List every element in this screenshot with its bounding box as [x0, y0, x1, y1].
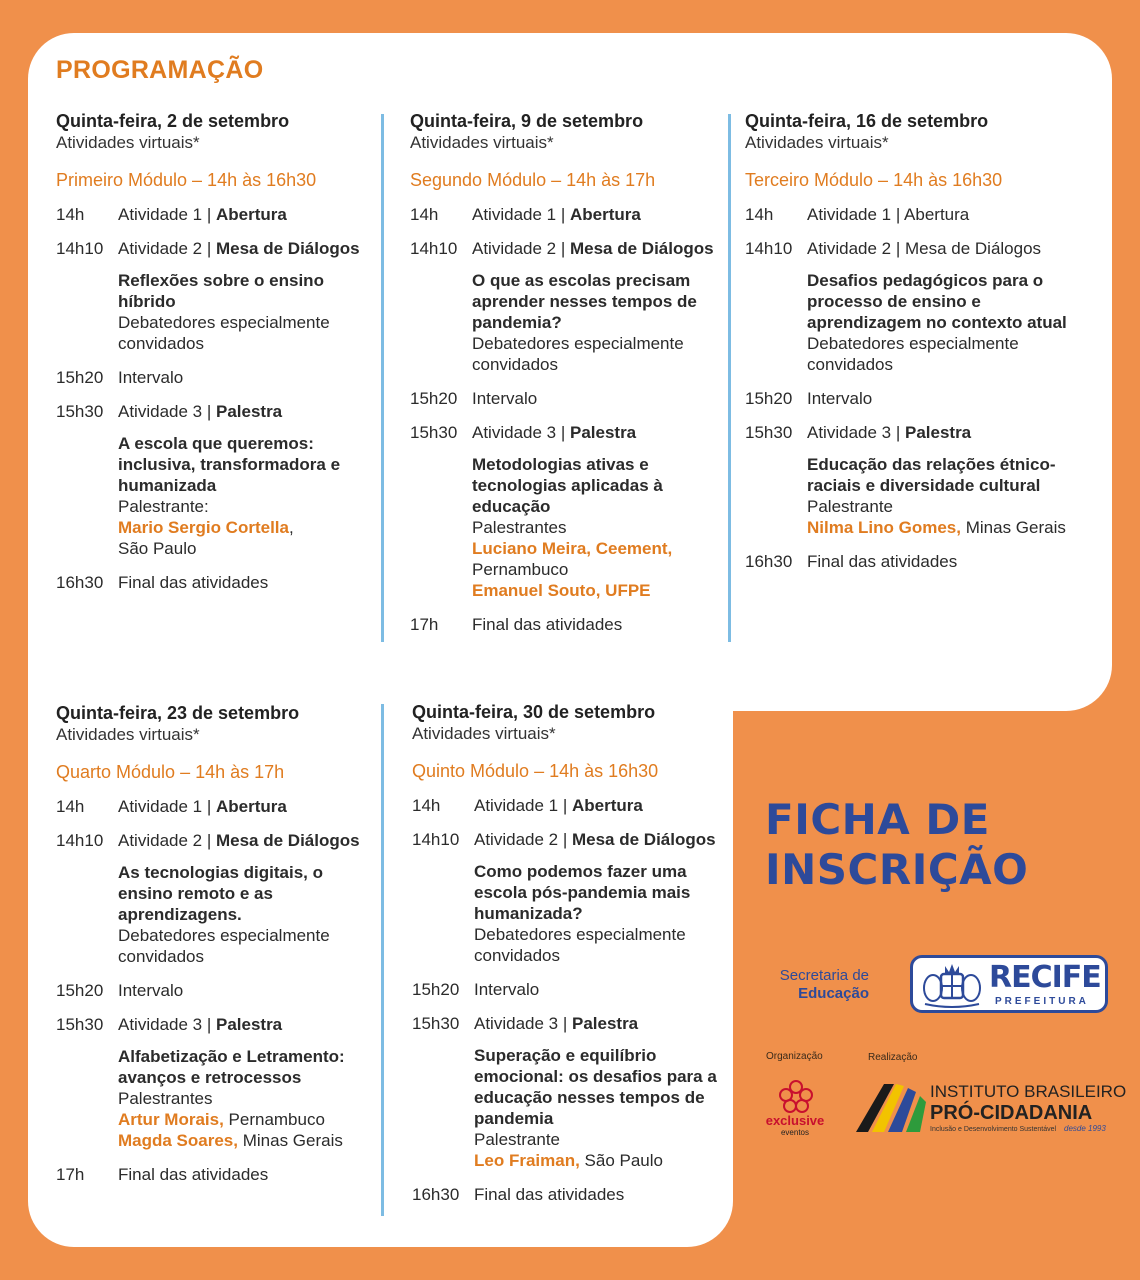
- schedule-row: [412, 1184, 722, 1205]
- speaker-place: Minas Gerais: [965, 518, 1066, 537]
- row-time: 15h30: [56, 402, 104, 421]
- row-activity: Atividade 1 | Abertura: [472, 205, 641, 224]
- session-topic: Reflexões sobre o ensino híbrido: [118, 271, 324, 311]
- day-subtitle: Atividades virtuais*: [412, 724, 556, 743]
- row-time: 15h20: [410, 389, 458, 408]
- schedule-day-1: [56, 110, 374, 606]
- row-activity: Atividade 1 | Abertura: [118, 797, 287, 816]
- column-divider: [381, 114, 384, 642]
- day-subtitle: Atividades virtuais*: [410, 133, 554, 152]
- organizacao-label: Organização: [766, 1051, 823, 1062]
- row-time: 15h20: [56, 368, 104, 387]
- row-time: 15h30: [745, 423, 793, 442]
- row-activity: Atividade 1 | Abertura: [807, 205, 970, 224]
- speaker-place: Pernambuco: [228, 1110, 325, 1129]
- row-time: 16h30: [412, 1185, 460, 1204]
- session-topic: A escola que queremos: inclusiva, transformadora e humanizada: [118, 434, 341, 495]
- row-time: 16h30: [745, 552, 793, 571]
- schedule-row: [56, 830, 374, 851]
- schedule-row: [56, 796, 374, 817]
- row-activity: Final das atividades: [474, 1185, 625, 1204]
- row-time: 17h: [56, 1165, 85, 1184]
- session-guests: Debatedores especialmente convidados: [118, 313, 330, 353]
- row-time: 14h10: [410, 239, 458, 258]
- row-activity: Atividade 1 | Abertura: [474, 796, 643, 815]
- row-time: 14h10: [56, 831, 104, 850]
- ibpc-profile-icon: [854, 1078, 930, 1134]
- schedule-row: [56, 204, 374, 225]
- session-detail: [472, 454, 722, 601]
- row-activity: Atividade 2 | Mesa de Diálogos: [472, 239, 714, 258]
- speaker-place: São Paulo: [584, 1151, 663, 1170]
- speaker-label: Palestrante: [474, 1130, 560, 1149]
- session-topic: Educação das relações étnico-raciais e diversidade cultural: [807, 455, 1056, 495]
- row-time: 16h30: [56, 573, 104, 592]
- day-subtitle: Atividades virtuais*: [56, 133, 200, 152]
- schedule-row: [410, 422, 722, 443]
- speaker-line: [118, 1130, 374, 1151]
- session-detail: [474, 1045, 722, 1171]
- speaker-place: São Paulo: [118, 539, 197, 558]
- speaker-line: [118, 1109, 374, 1130]
- session-topic: Desafios pedagógicos para o processo de ensino e aprendizagem no contexto atual: [807, 271, 1067, 332]
- day-date: Quinta-feira, 16 de setembro: [745, 111, 989, 131]
- speaker-name: Artur Morais,: [118, 1110, 224, 1129]
- day-date: Quinta-feira, 30 de setembro: [412, 702, 656, 722]
- speaker-label: Palestrantes: [472, 518, 567, 537]
- row-time: 15h30: [412, 1014, 460, 1033]
- exclusive-eventos-logo: exclusive eventos: [765, 1113, 825, 1137]
- row-time: 15h20: [745, 389, 793, 408]
- speaker-name: Magda Soares,: [118, 1131, 238, 1150]
- session-detail: [807, 270, 1085, 375]
- session-topic: Como podemos fazer uma escola pós-pandemia mais humanizada?: [474, 862, 691, 923]
- schedule-row: [410, 238, 722, 259]
- row-time: 14h10: [56, 239, 104, 258]
- session-guests: Debatedores especialmente convidados: [472, 334, 684, 374]
- row-time: 17h: [410, 615, 439, 634]
- row-time: 14h: [410, 205, 439, 224]
- schedule-row: [56, 1164, 374, 1185]
- speaker-line: [474, 1150, 722, 1171]
- speaker-line: [807, 517, 1085, 538]
- schedule-row: [410, 204, 722, 225]
- row-time: 14h: [56, 797, 85, 816]
- row-time: 15h20: [412, 980, 460, 999]
- coat-of-arms-icon: [919, 960, 985, 1008]
- schedule-row: [745, 551, 1085, 572]
- row-activity: Intervalo: [472, 389, 538, 408]
- session-detail: [118, 1046, 374, 1151]
- row-activity: Final das atividades: [118, 1165, 269, 1184]
- row-activity: Atividade 3 | Palestra: [807, 423, 972, 442]
- column-divider: [381, 704, 384, 1216]
- row-activity: Atividade 3 | Palestra: [472, 423, 637, 442]
- row-activity: Atividade 3 | Palestra: [118, 402, 283, 421]
- session-detail: [474, 861, 722, 966]
- row-time: 15h30: [56, 1015, 104, 1034]
- schedule-day-2: [410, 110, 722, 648]
- session-topic: Metodologias ativas e tecnologias aplicadas à educação: [472, 455, 663, 516]
- row-time: 14h: [412, 796, 441, 815]
- speaker-place: Pernambuco: [472, 560, 569, 579]
- module-title: Quarto Módulo – 14h às 17h: [56, 762, 285, 782]
- row-activity: Final das atividades: [472, 615, 623, 634]
- schedule-row: [56, 238, 374, 259]
- schedule-row: [56, 572, 374, 593]
- row-activity: Final das atividades: [118, 573, 269, 592]
- row-time: 14h10: [412, 830, 460, 849]
- day-subtitle: Atividades virtuais*: [56, 725, 200, 744]
- schedule-row: [412, 979, 722, 1000]
- row-activity: Atividade 2 | Mesa de Diálogos: [118, 239, 360, 258]
- prefeitura-text: PREFEITURA: [995, 996, 1089, 1007]
- ibpc-since: desde 1993: [1064, 1124, 1106, 1133]
- speaker-name: Mario Sergio Cortella: [118, 518, 289, 537]
- speaker-label: Palestrante:: [118, 497, 209, 516]
- row-activity: Atividade 3 | Palestra: [118, 1015, 283, 1034]
- secretaria-educacao-logo: Secretaria de Educação: [779, 967, 869, 1002]
- module-title: Primeiro Módulo – 14h às 16h30: [56, 170, 317, 190]
- schedule-row: [56, 367, 374, 388]
- schedule-row: [412, 1013, 722, 1034]
- schedule-day-3: [745, 110, 1085, 585]
- row-time: 14h10: [745, 239, 793, 258]
- schedule-row: [56, 1014, 374, 1035]
- registration-line-2: INSCRIÇÃO: [765, 845, 1029, 894]
- row-activity: Atividade 1 | Abertura: [118, 205, 287, 224]
- schedule-day-4: [56, 702, 374, 1198]
- schedule-row: [745, 422, 1085, 443]
- prefeitura-recife-logo: [910, 955, 1108, 1013]
- speaker-line: Mario Sergio Cortella,: [118, 518, 294, 537]
- row-time: 15h30: [410, 423, 458, 442]
- column-divider: [728, 114, 731, 642]
- session-topic: Superação e equilíbrio emocional: os desafios para a educação nesses tempos de pandemia: [474, 1046, 717, 1128]
- module-title: Terceiro Módulo – 14h às 16h30: [745, 170, 1003, 190]
- session-topic: O que as escolas precisam aprender nesses tempos de pandemia?: [472, 271, 697, 332]
- row-activity: Atividade 2 | Mesa de Diálogos: [118, 831, 360, 850]
- schedule-row: [56, 401, 374, 422]
- session-guests: Debatedores especialmente convidados: [474, 925, 686, 965]
- speaker-label: Palestrante: [807, 497, 893, 516]
- row-time: 15h20: [56, 981, 104, 1000]
- schedule-day-5: [412, 701, 722, 1218]
- ibpc-name-line-1: INSTITUTO BRASILEIRO: [930, 1082, 1127, 1101]
- schedule-row: [410, 614, 722, 635]
- session-detail: [118, 862, 374, 967]
- session-guests: Debatedores especialmente convidados: [118, 926, 330, 966]
- ibpc-tagline: Inclusão e Desenvolvimento Sustentável: [930, 1126, 1057, 1133]
- row-activity: Intervalo: [807, 389, 873, 408]
- row-time: 14h: [745, 205, 774, 224]
- speaker-label: Palestrantes: [118, 1089, 213, 1108]
- session-topic: Alfabetização e Letramento: avanços e retrocessos: [118, 1047, 345, 1087]
- schedule-row: [745, 238, 1085, 259]
- page-title: PROGRAMAÇÃO: [56, 56, 264, 84]
- row-activity: Atividade 3 | Palestra: [474, 1014, 639, 1033]
- realizacao-label: Realização: [868, 1052, 918, 1063]
- registration-line-1: FICHA DE: [765, 795, 990, 844]
- session-detail: [807, 454, 1085, 538]
- session-detail: [118, 433, 374, 559]
- ibpc-name-line-2: PRÓ-CIDADANIA: [930, 1102, 1093, 1124]
- row-activity: Atividade 2 | Mesa de Diálogos: [474, 830, 716, 849]
- module-title: Quinto Módulo – 14h às 16h30: [412, 761, 659, 781]
- day-date: Quinta-feira, 9 de setembro: [410, 111, 644, 131]
- session-guests: Debatedores especialmente convidados: [807, 334, 1019, 374]
- row-time: 14h: [56, 205, 85, 224]
- session-topic: As tecnologias digitais, o ensino remoto e as aprendizagens.: [118, 863, 323, 924]
- row-activity: Intervalo: [118, 368, 184, 387]
- session-detail: [118, 270, 374, 354]
- schedule-row: [745, 204, 1085, 225]
- schedule-row: [56, 980, 374, 1001]
- speaker-place: Minas Gerais: [242, 1131, 343, 1150]
- session-detail: [472, 270, 722, 375]
- schedule-row: [410, 388, 722, 409]
- row-activity: Intervalo: [118, 981, 184, 1000]
- speaker-name: Nilma Lino Gomes,: [807, 518, 961, 537]
- module-title: Segundo Módulo – 14h às 17h: [410, 170, 656, 190]
- speaker-name: Luciano Meira, Ceement,: [472, 539, 673, 558]
- row-activity: Intervalo: [474, 980, 540, 999]
- recife-wordmark: RECIFE: [989, 960, 1101, 995]
- schedule-row: [412, 795, 722, 816]
- schedule-row: [412, 829, 722, 850]
- speaker-name: Emanuel Souto, UFPE: [472, 581, 651, 600]
- schedule-row: [745, 388, 1085, 409]
- speaker-name: Leo Fraiman,: [474, 1151, 580, 1170]
- row-activity: Final das atividades: [807, 552, 958, 571]
- day-subtitle: Atividades virtuais*: [745, 133, 889, 152]
- registration-heading[interactable]: [765, 795, 1028, 895]
- row-activity: Atividade 2 | Mesa de Diálogos: [807, 239, 1042, 258]
- exclusive-flower-icon: [776, 1079, 816, 1115]
- day-date: Quinta-feira, 23 de setembro: [56, 703, 300, 723]
- day-date: Quinta-feira, 2 de setembro: [56, 111, 290, 131]
